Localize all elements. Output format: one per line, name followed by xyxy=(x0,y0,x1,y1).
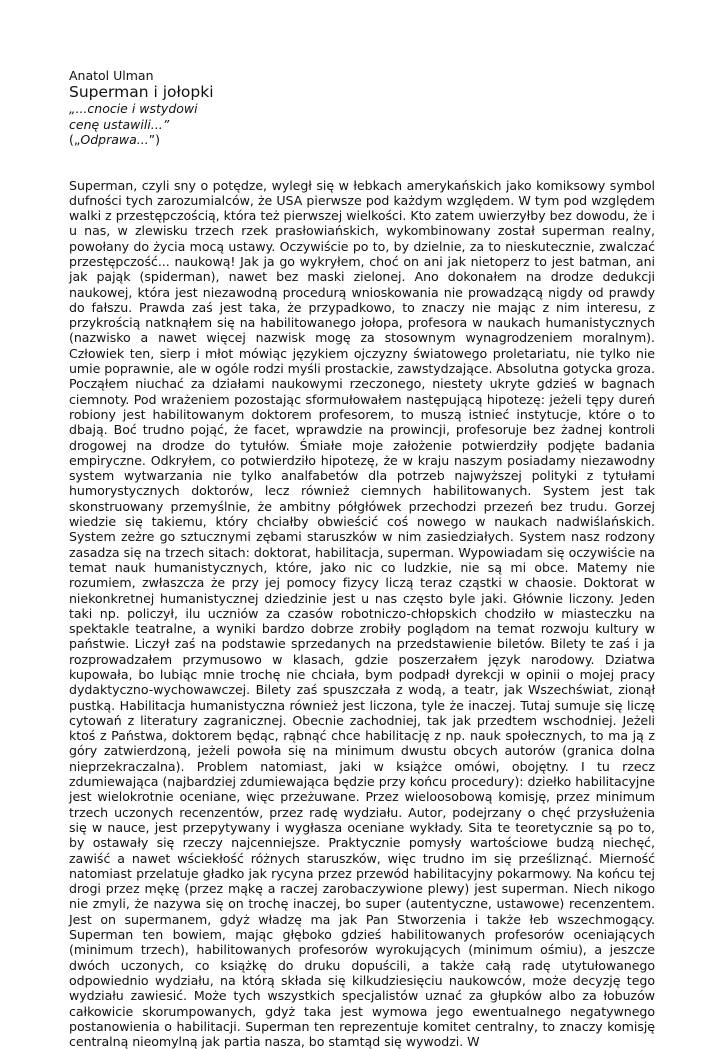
motto-line-2: cenę ustawili...” xyxy=(69,117,655,133)
source-close: ”) xyxy=(149,132,160,147)
document-page xyxy=(69,68,655,1049)
motto-source xyxy=(69,132,655,148)
document-title: Superman i jołopki xyxy=(69,83,655,101)
author-name: Anatol Ulman xyxy=(69,68,655,83)
source-open: („ xyxy=(69,132,80,147)
source-title: Odprawa... xyxy=(80,132,148,147)
motto-line-1: „...cnocie i wstydowi xyxy=(69,101,655,117)
body-paragraph: Superman, czyli sny o potędze, wyległ się w łebkach amerykańskich jako komiksowy symbol dufności tych zarozumialców, że USA pierwsze pod każdym względem. W tym pod względem walki z przestępczością, która też pierwszej wielkości. Kto zatem uwierzyłby bez dowodu, że i u nas, w zlewisku trzech rzek prasłowiańskich, wykombinowany został superman realny, powołany do życia mocą ustawy. Oczywiście po to, by dzielnie, za to nieskutecznie, zwalczać przestępczość... naukową! Jak ja go wykryłem, choć on ani jak nietoperz to jest batman, ani jak pająk (spiderman), nawet bez maski zielonej. Ano dokonałem na drodze dedukcji naukowej, która jest niezawodną procedurą wnioskowania nie prowadzącą nigdy od prawdy do fałszu. Prawda zaś jest taka, że przypadkowo, to znaczy nie mając z nim interesu, z przykrością natknąłem się na habilitowanego jołopa, profesora w naukach humanistycznych (nazwisko a nawet więcej nazwisk mogę za stosownym wynagrodzeniem moralnym). Człowiek ten, sierp i młot mówiąc językiem ojczyzny światowego proletariatu, nie tylko nie umie poprawnie, ale w ogóle rodzi myśli prostackie, zawstydzające. Absolutna gotycka groza. Począłem niuchać za działami naukowymi rzeczonego, niestety ukryte gdzieś w bagnach ciemnoty. Pod wrażeniem pozostając sformułowałem następującą hipotezę: jeżeli tępy dureń robiony jest habilitowanym doktorem profesorem, to muszą istnieć instytucje, które o to dbają. Boć trudno pojąć, że facet, wprawdzie na prowincji, profesoruje bez żadnej kontroli drogowej na drodze do tytułów. Śmiałe moje założenie potwierdziły podjęte badania empiryczne. Odkryłem, co potwierdziło hipotezę, że w kraju naszym posiadamy niezawodny system wytwarzania nie tylko analfabetów dla potrzeb najwyższej polityki z tytułami humorystycznych doktorów, lecz również ciemnych habilitowanych. System jest tak skonstruowany przemyślnie, że ambitny półgłówek przechodzi przezeń bez trudu. Gorzej wiedzie się takiemu, który chciałby obwieścić coś nowego w naukach nadwiślańskich. System zeżre go sztucznymi zębami staruszków w nim zasiedziałych. System nasz rodzony zasadza się na trzech sitach: doktorat, habilitacja, superman. Wypowiadam się oczywiście na temat nauk humanistycznych, które, jako nic co ludzkie, nie są mi obce. Matemy nie rozumiem, zwłaszcza że przy jej pomocy fizycy liczą teraz cząstki w chaosie. Doktorat w niekonkretnej humanistycznej dziedzinie jest u nas często byle jaki. Głównie liczony. Jeden taki np. policzył, ilu uczniów za czasów robotniczo-chłopskich chodziło w miasteczku na spektakle teatralne, a wyniki bardzo dobrze zrobiły poglądom na temat rozwoju kultury w państwie. Liczył zaś na podstawie sprzedanych na przedstawienie biletów. Bilety te zaś i ja rozprowadzałem przymusowo w klasach, gdzie poszerzałem język narodowy. Dziatwa kupowała, bo lubiąc mnie trochę nie chciała, bym podpadł dyrekcji w opinii o mojej pracy dydaktyczno-wychowawczej. Bilety zaś spuszczała z wodą, a teatr, jak Wszechświat, zionął pustką. Habilitacja humanistyczna również jest liczona, tyle że inaczej. Tutaj sumuje się liczę cytowań z literatury zagranicznej. Obecnie zachodniej, tak jak przedtem wschodniej. Jeżeli ktoś z Państwa, doktorem będąc, rąbnąć chce habilitację z np. nauk społecznych, to ma ją z góry zatwierdzoną, jeżeli powoła się na minimum dwustu obcych autorów (granica dolna nieprzekraczalna). Problem natomiast, jaki w książce omówi, obojętny. I tu rzecz zdumiewająca (najbardziej zdumiewająca będzie przy końcu procedury): dziełko habilitacyjne jest wielokrotnie oceniane, więc przeżuwane. Przez wieloosobową komisję, przez minimum trzech uczonych recenzentów, przez radę wydziału. Autor, podejrzany o chęć przysłużenia się w nauce, jest przepytywany i wygłasza oceniane wykłady. Sita te teoretycznie są po to, by ostawały się rzeczy najcenniejsze. Praktycznie pomysły wartościowe budzą niechęć, zawiść a nawet wściekłość różnych staruszków, więc trudno im się prześliznąć. Mierność natomiast przelatuje gładko jak rycyna przez przewód habilitacyjny pokarmowy. Na końcu tej drogi przez mękę (przez mąkę a raczej zarobaczywione plewy) jest superman. Niech nikogo nie zmyli, że nazywa się on trochę inaczej, bo super (autentyczne, ustawowe) recenzentem. Jest on supermanem, gdyż władzę ma jak Pan Stworzenia i także łeb wszechmogący. Superman ten bowiem, mając głęboko gdzieś habilitowanych profesorów oceniających (minimum trzech), habilitowanych profesorów wyrokujących (minimum ośmiu), a jeszcze dwóch uczonych, co książkę do druku dopuścili, a także całą radę utytułowanego odpowiednio wydziału, na którą składa się kilkudziesięciu naukowców, może decyzję tego wydziału zawiesić. Może tych wszystkich specjalistów uznać za głupków albo za łobuzów całkowicie skorumpowanych, gdyż taka jest wymowa jego ewentualnego negatywnego postanowienia o habilitacji. Superman ten reprezentuje komitet centralny, to znaczy komisję centralną nieomylną jak partia nasza, bo stamtąd się wywodzi. W xyxy=(69,178,655,1049)
